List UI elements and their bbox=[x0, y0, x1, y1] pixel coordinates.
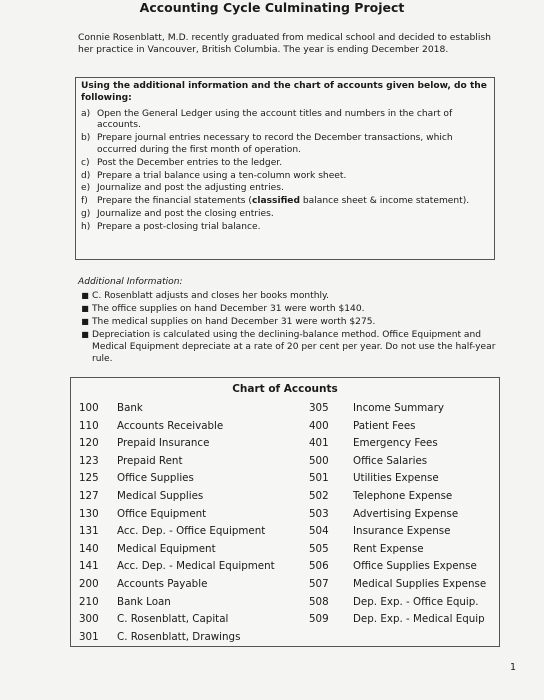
account-row bbox=[79, 611, 275, 629]
account-name: Medical Supplies Expense bbox=[353, 577, 487, 590]
account-row bbox=[309, 541, 486, 559]
account-row bbox=[79, 453, 275, 471]
additional-item bbox=[78, 290, 498, 302]
account-number: 401 bbox=[309, 437, 329, 450]
account-number: 506 bbox=[309, 560, 329, 573]
additional-item bbox=[78, 316, 498, 328]
account-number: 210 bbox=[79, 595, 99, 608]
instruction-item bbox=[81, 171, 490, 183]
instruction-item bbox=[81, 109, 490, 133]
instruction-item bbox=[81, 222, 490, 234]
account-row bbox=[309, 576, 486, 594]
instruction-letter: d) bbox=[81, 170, 91, 181]
instruction-text: Journalize and post the closing entries. bbox=[97, 208, 274, 219]
account-name: Medical Equipment bbox=[117, 542, 216, 555]
account-number: 500 bbox=[309, 454, 329, 467]
account-name: Insurance Expense bbox=[353, 525, 451, 538]
instruction-text: Prepare a post-closing trial balance. bbox=[97, 221, 261, 232]
account-name: Acc. Dep. - Office Equipment bbox=[117, 525, 266, 538]
account-row bbox=[309, 523, 486, 541]
account-name: Accounts Payable bbox=[117, 577, 208, 590]
instruction-item bbox=[81, 209, 490, 221]
instructions-box bbox=[75, 77, 495, 260]
bullet-icon: ■ bbox=[81, 291, 89, 300]
instruction-letter: h) bbox=[81, 221, 91, 232]
account-name: Emergency Fees bbox=[353, 437, 438, 450]
instruction-text: Journalize and post the adjusting entries. bbox=[97, 183, 284, 194]
account-row bbox=[79, 541, 275, 559]
instruction-text-pre: Prepare the financial statements ( bbox=[97, 196, 252, 207]
account-number: 141 bbox=[79, 560, 99, 573]
bullet-icon: ■ bbox=[81, 317, 89, 326]
accounts-column-right bbox=[309, 400, 486, 629]
account-name: Advertising Expense bbox=[353, 507, 459, 520]
instruction-text-post: balance sheet & income statement). bbox=[300, 196, 470, 207]
instruction-text: Open the General Ledger using the account titles and numbers in the chart of accounts. bbox=[97, 108, 453, 131]
account-number: 501 bbox=[309, 472, 329, 485]
account-row bbox=[79, 594, 275, 612]
account-number: 400 bbox=[309, 419, 329, 432]
account-number: 509 bbox=[309, 613, 329, 626]
account-row bbox=[309, 594, 486, 612]
additional-item bbox=[78, 329, 498, 365]
account-number: 127 bbox=[79, 489, 99, 502]
account-row bbox=[79, 488, 275, 506]
account-row bbox=[309, 435, 486, 453]
account-row bbox=[79, 576, 275, 594]
account-row bbox=[309, 506, 486, 524]
instruction-letter: a) bbox=[81, 108, 91, 119]
account-number: 507 bbox=[309, 577, 329, 590]
account-name: Bank bbox=[117, 402, 143, 414]
account-row bbox=[309, 453, 486, 471]
instruction-letter: f) bbox=[81, 196, 88, 207]
page-number: 1 bbox=[510, 662, 517, 673]
instructions-lead: Using the additional information and the chart of accounts given below, do the following: bbox=[81, 81, 487, 103]
instruction-text: Prepare a trial balance using a ten-column work sheet. bbox=[97, 170, 347, 181]
account-row bbox=[79, 418, 275, 436]
account-row bbox=[79, 523, 275, 541]
account-number: 502 bbox=[309, 489, 329, 502]
instruction-item bbox=[81, 158, 490, 170]
account-number: 200 bbox=[79, 577, 99, 590]
accounts-column-left bbox=[79, 400, 275, 646]
account-name: Income Summary bbox=[353, 402, 444, 414]
account-row bbox=[309, 470, 486, 488]
account-row bbox=[79, 400, 275, 418]
account-number: 131 bbox=[79, 525, 99, 538]
account-number: 125 bbox=[79, 472, 99, 485]
additional-text: The office supplies on hand December 31 were worth $140. bbox=[92, 304, 365, 314]
account-name: Office Supplies Expense bbox=[353, 560, 477, 573]
intro-paragraph: Connie Rosenblatt, M.D. recently graduated from medical school and decided to establish her practice in Vancouver, British Columbia. The year is ending December 2018. bbox=[78, 32, 491, 55]
account-number: 301 bbox=[79, 630, 99, 643]
instruction-text: Prepare journal entries necessary to record the December transactions, which occurred during the first month of operation. bbox=[97, 133, 453, 155]
account-row bbox=[309, 418, 486, 436]
account-row bbox=[309, 558, 486, 576]
additional-information bbox=[78, 276, 498, 366]
account-number: 505 bbox=[309, 542, 329, 555]
account-number: 140 bbox=[79, 542, 99, 555]
bullet-icon: ■ bbox=[81, 304, 89, 313]
account-number: 300 bbox=[79, 613, 99, 626]
account-name: Office Equipment bbox=[117, 507, 207, 520]
account-name: Office Supplies bbox=[117, 472, 194, 485]
page-title: Accounting Cycle Culminating Project bbox=[139, 0, 405, 15]
account-name: Prepaid Insurance bbox=[117, 437, 210, 450]
account-row bbox=[79, 629, 275, 647]
account-row bbox=[79, 506, 275, 524]
account-name: Office Salaries bbox=[353, 454, 428, 467]
instruction-item bbox=[81, 183, 490, 195]
account-name: Prepaid Rent bbox=[117, 454, 183, 467]
instruction-text-bold: classified bbox=[251, 196, 300, 207]
account-number: 305 bbox=[309, 402, 329, 414]
additional-item bbox=[78, 303, 498, 315]
account-name: Dep. Exp. - Office Equip. bbox=[353, 595, 479, 608]
account-number: 130 bbox=[79, 507, 99, 520]
account-number: 123 bbox=[79, 454, 99, 467]
bullet-icon: ■ bbox=[81, 330, 89, 339]
additional-list bbox=[78, 290, 498, 365]
account-row bbox=[79, 470, 275, 488]
account-name: Acc. Dep. - Medical Equipment bbox=[117, 560, 275, 573]
account-number: 508 bbox=[309, 595, 329, 608]
account-row bbox=[79, 558, 275, 576]
account-name: Bank Loan bbox=[117, 595, 171, 608]
additional-text: C. Rosenblatt adjusts and closes her books monthly. bbox=[92, 291, 330, 301]
account-number: 504 bbox=[309, 525, 329, 538]
chart-of-accounts-title: Chart of Accounts bbox=[232, 383, 338, 395]
account-number: 100 bbox=[79, 402, 99, 414]
instruction-text: Post the December entries to the ledger. bbox=[97, 157, 283, 168]
chart-of-accounts bbox=[70, 377, 500, 647]
instructions-list bbox=[81, 109, 490, 234]
account-row bbox=[309, 400, 486, 418]
account-name: Telephone Expense bbox=[353, 489, 453, 502]
account-number: 110 bbox=[79, 419, 99, 432]
instruction-letter: b) bbox=[81, 133, 91, 144]
instruction-text bbox=[97, 196, 490, 208]
account-row bbox=[309, 611, 486, 629]
additional-text: Depreciation is calculated using the declining-balance method. Office Equipment and Medical Equipment depreciate at a rate of 20 per cent per year. Do not use the half-year rule. bbox=[92, 330, 496, 364]
account-number: 503 bbox=[309, 507, 329, 520]
instruction-letter: c) bbox=[81, 157, 90, 168]
account-name: Accounts Receivable bbox=[117, 419, 224, 432]
account-name: Patient Fees bbox=[353, 419, 416, 432]
account-name: Rent Expense bbox=[353, 542, 424, 555]
account-name: C. Rosenblatt, Drawings bbox=[117, 630, 241, 643]
instruction-letter: e) bbox=[81, 183, 91, 194]
account-name: Dep. Exp. - Medical Equip bbox=[353, 613, 485, 626]
account-row bbox=[309, 488, 486, 506]
instruction-letter: g) bbox=[81, 208, 91, 219]
instruction-item bbox=[81, 196, 490, 208]
additional-text: The medical supplies on hand December 31 were worth $275. bbox=[92, 317, 376, 327]
additional-heading: Additional Information: bbox=[78, 277, 183, 287]
instruction-item bbox=[81, 133, 490, 157]
account-name: Utilities Expense bbox=[353, 472, 439, 485]
account-number: 120 bbox=[79, 437, 99, 450]
account-name: Medical Supplies bbox=[117, 489, 204, 502]
account-name: C. Rosenblatt, Capital bbox=[117, 613, 229, 626]
account-row bbox=[79, 435, 275, 453]
